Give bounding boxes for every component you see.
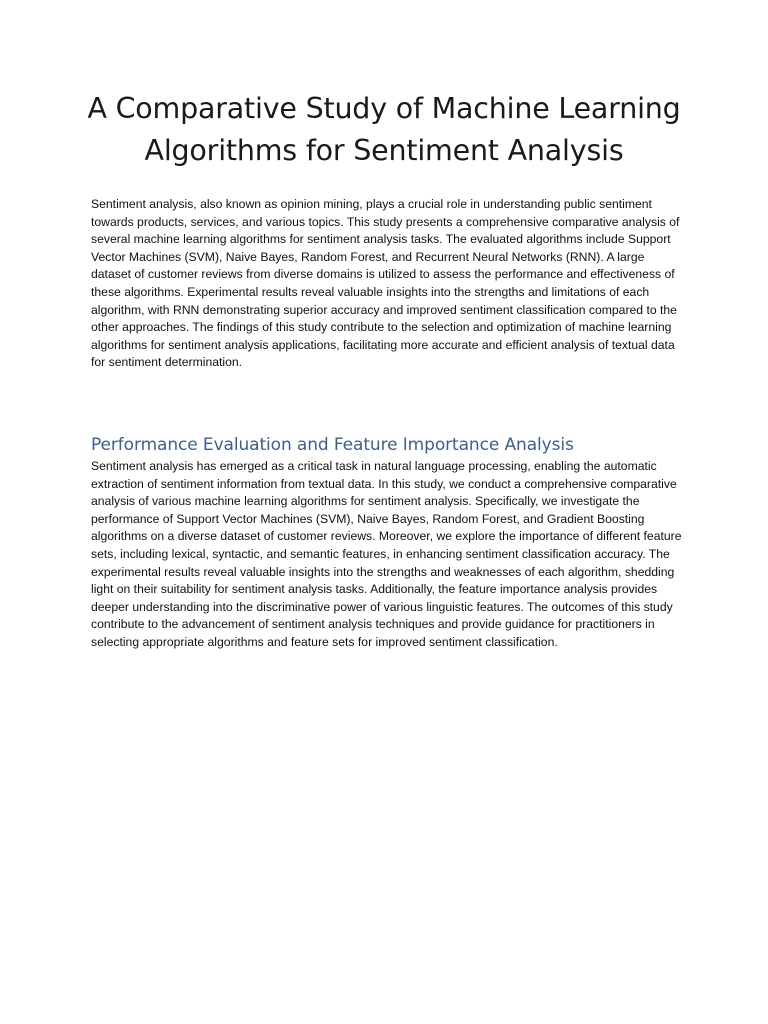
document-title: A Comparative Study of Machine Learning Algorithms for Sentiment Analysis bbox=[87, 92, 681, 167]
section-heading: Performance Evaluation and Feature Importance Analysis bbox=[91, 435, 574, 455]
section-body-paragraph: Sentiment analysis has emerged as a critical task in natural language processing, enabling the automatic extraction of sentiment information from textual data. In this study, we conduct a comprehensive comparative analysis of various machine learning algorithms for sentiment analysis. Specifically, we investigate the performance of Support Vector Machines (SVM), Naive Bayes, Random Forest, and Gradient Boosting algorithms on a diverse dataset of customer reviews. Moreover, we explore the importance of different feature sets, including lexical, syntactic, and semantic features, in enhancing sentiment classification accuracy. The experimental results reveal valuable insights into the strengths and weaknesses of each algorithm, shedding light on their suitability for sentiment analysis tasks. Additionally, the feature importance analysis provides deeper understanding into the discriminative power of various linguistic features. The outcomes of this study contribute to the advancement of sentiment analysis techniques and provide guidance for practitioners in selecting appropriate algorithms and feature sets for improved sentiment classification. bbox=[91, 459, 682, 649]
abstract-paragraph: Sentiment analysis, also known as opinion mining, plays a crucial role in understanding public sentiment towards products, services, and various topics. This study presents a comprehensive comparative analysis of several machine learning algorithms for sentiment analysis tasks. The evaluated algorithms include Support Vector Machines (SVM), Naive Bayes, Random Forest, and Recurrent Neural Networks (RNN). A large dataset of customer reviews from diverse domains is utilized to assess the performance and effectiveness of these algorithms. Experimental results reveal valuable insights into the strengths and limitations of each algorithm, with RNN demonstrating superior accuracy and improved sentiment classification compared to the other approaches. The findings of this study contribute to the selection and optimization of machine learning algorithms for sentiment analysis applications, facilitating more accurate and efficient analysis of textual data for sentiment determination. bbox=[91, 197, 680, 370]
